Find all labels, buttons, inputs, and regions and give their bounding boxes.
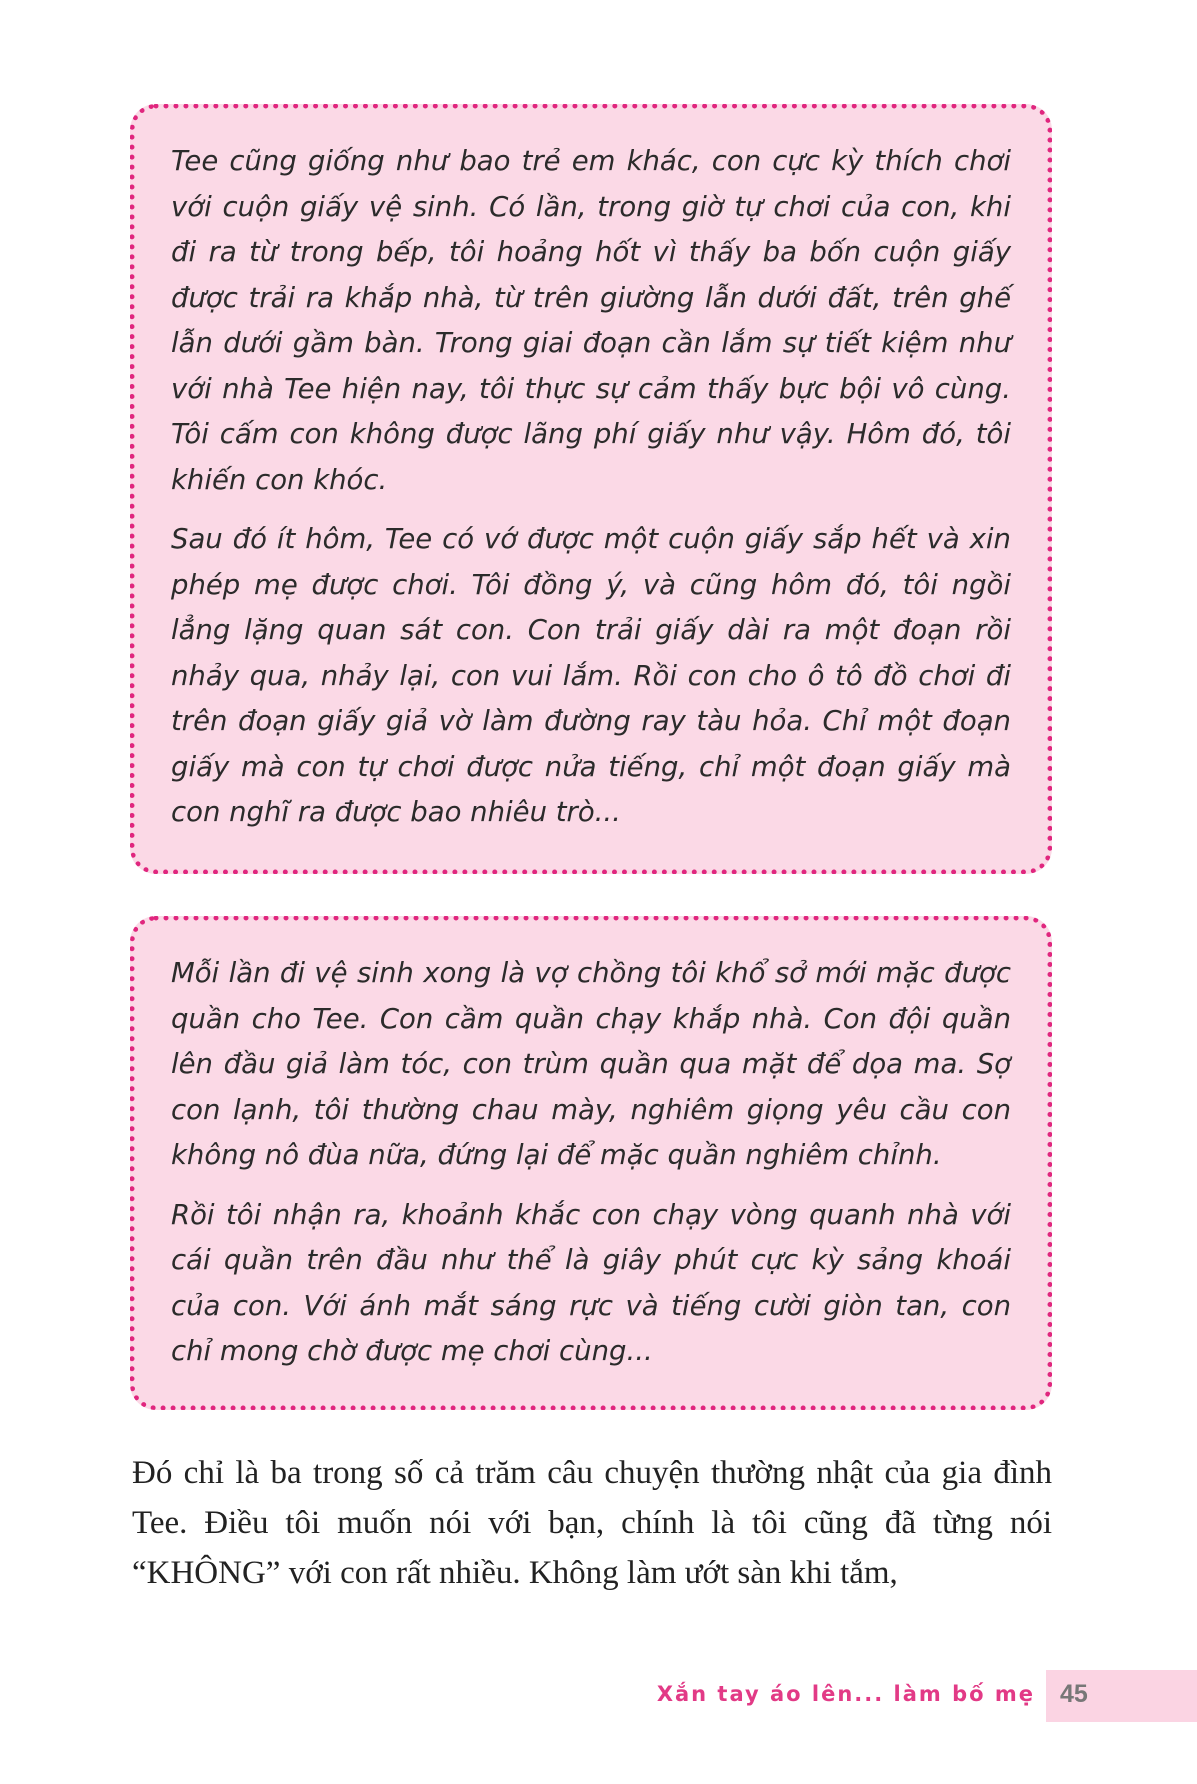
body-paragraph: Đó chỉ là ba trong số cả trăm câu chuyện thường nhật của gia đình Tee. Điều tôi muốn nói với bạn, chính là tôi cũng đã từng nói “KHÔNG” với con rất nhiều. Không làm ướt sàn khi tắm, (132, 1455, 1052, 1591)
running-footer-title: Xắn tay áo lên... làm bố mẹ (656, 1682, 1035, 1706)
story-box-toilet-paper (130, 104, 1052, 874)
story-paragraph: Sau đó ít hôm, Tee có vớ được một cuộn giấy sắp hết và xin phép mẹ được chơi. Tôi đồng ý, và cũng hôm đó, tôi ngồi lẳng lặng quan sát con. Con trải giấy dài ra một đoạn rồi nhảy qua, nhảy lại, con vui lắm. Rồi con cho ô tô đồ chơi đi trên đoạn giấy giả vờ làm đường ray tàu hỏa. Chỉ một đoạn giấy mà con tự chơi được nửa tiếng, chỉ một đoạn giấy mà con nghĩ ra được bao nhiêu trò... (171, 523, 1011, 828)
story-box-pants (130, 916, 1052, 1410)
story-paragraph: Mỗi lần đi vệ sinh xong là vợ chồng tôi khổ sở mới mặc được quần cho Tee. Con cầm quần chạy khắp nhà. Con đội quần lên đầu giả làm tóc, con trùm quần qua mặt để dọa ma. Sợ con lạnh, tôi thường chau mày, nghiêm giọng yêu cầu con không nô đùa nữa, đứng lại để mặc quần nghiêm chỉnh. (171, 957, 1011, 1171)
page-number-tab (1046, 1670, 1197, 1722)
story-paragraph: Tee cũng giống như bao trẻ em khác, con cực kỳ thích chơi với cuộn giấy vệ sinh. Có lần, trong giờ tự chơi của con, khi đi ra từ trong bếp, tôi hoảng hốt vì thấy ba bốn cuộn giấy được trải ra khắp nhà, từ trên giường lẫn dưới đất, trên ghế lẫn dưới gầm bàn. Trong giai đoạn cần lắm sự tiết kiệm như với nhà Tee hiện nay, tôi thực sự cảm thấy bực bội vô cùng. Tôi cấm con không được lãng phí giấy như vậy. Hôm đó, tôi khiến con khóc. (171, 145, 1011, 496)
page-number: 45 (1060, 1680, 1088, 1708)
story-paragraph: Rồi tôi nhận ra, khoảnh khắc con chạy vòng quanh nhà với cái quần trên đầu như thể là giây phút cực kỳ sảng khoái của con. Với ánh mắt sáng rực và tiếng cười giòn tan, con chỉ mong chờ được mẹ chơi cùng... (171, 1198, 1011, 1367)
